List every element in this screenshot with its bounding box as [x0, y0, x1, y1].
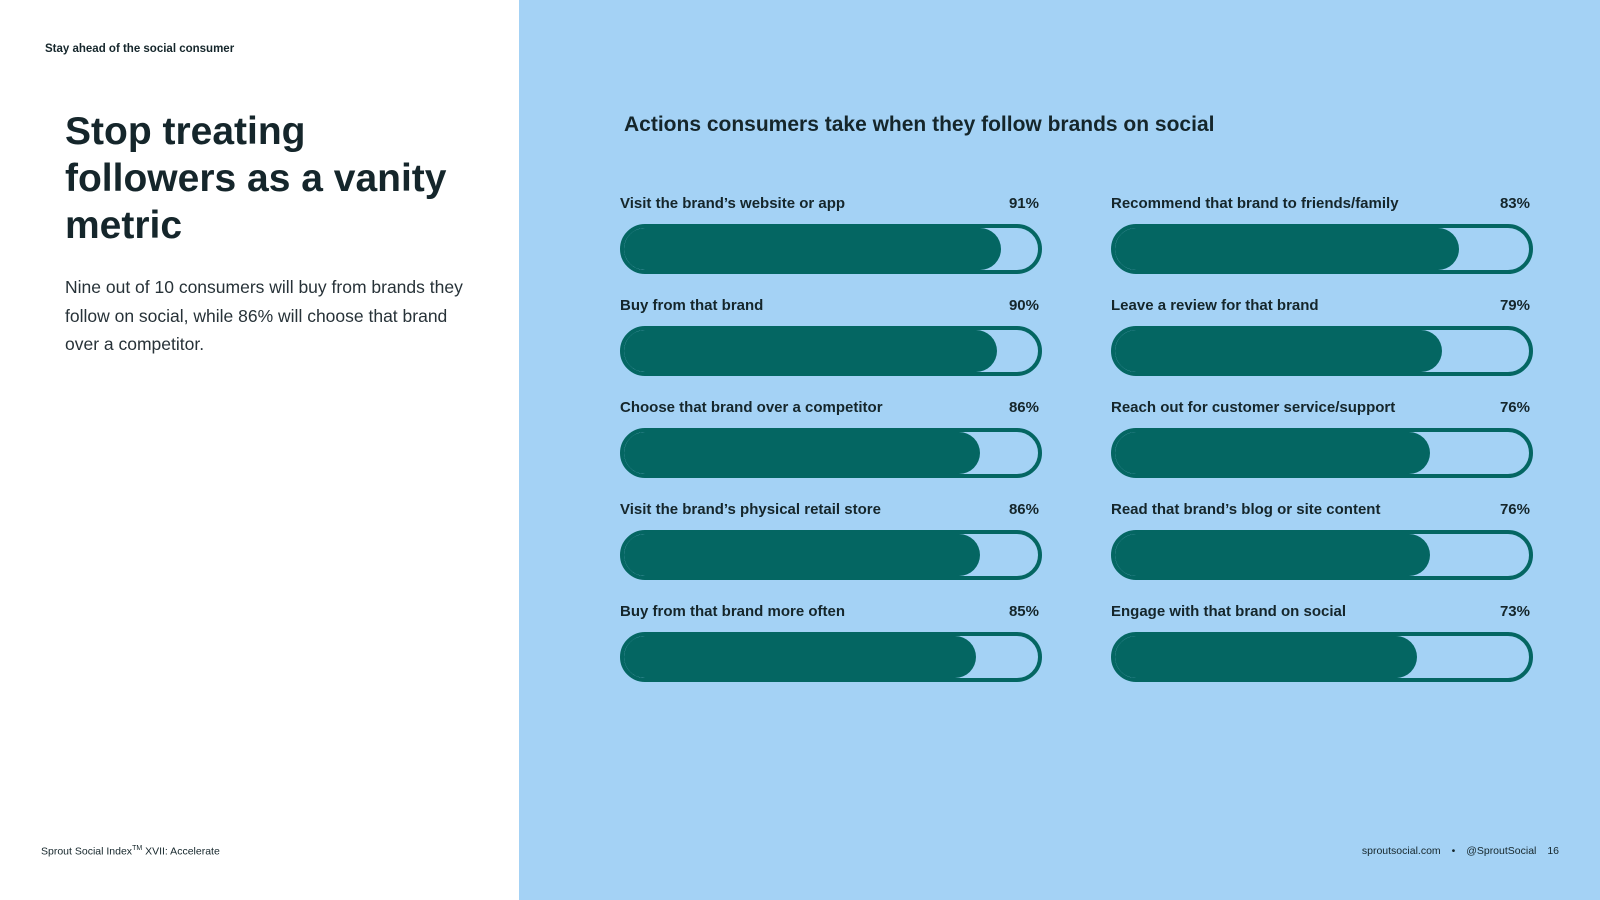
- bar-label: Visit the brand’s physical retail store: [620, 501, 881, 518]
- bar-value-label: 86%: [1008, 501, 1039, 518]
- bar-track: [620, 530, 1042, 580]
- left-panel: [0, 0, 519, 900]
- bar-item: [620, 297, 1042, 379]
- bar-label: Engage with that brand on social: [1111, 603, 1347, 620]
- bar-track: [620, 326, 1042, 376]
- bar-item: [620, 501, 1042, 583]
- bar-label: Choose that brand over a competitor: [620, 399, 883, 416]
- bar-track: [620, 224, 1042, 274]
- page-headline: Stop treating followers as a vanity metric: [65, 110, 447, 247]
- footer-separator: •: [1451, 845, 1456, 857]
- page-number: 16: [1547, 845, 1559, 857]
- bar-fill: [624, 636, 976, 678]
- bar-track: [1111, 224, 1533, 274]
- bar-item: [1111, 603, 1533, 685]
- bar-fill: [1115, 534, 1430, 576]
- bar-value-label: 83%: [1499, 195, 1530, 212]
- body-paragraph: Nine out of 10 consumers will buy from brands they follow on social, while 86% will choose that brand over a competitor.: [65, 277, 463, 354]
- bar-item: [620, 195, 1042, 277]
- trademark-mark: TM: [132, 845, 143, 852]
- bar-label: Read that brand’s blog or site content: [1111, 501, 1381, 518]
- bar-item: [1111, 195, 1533, 277]
- bar-value-label: 85%: [1008, 603, 1039, 620]
- site-link[interactable]: sproutsocial.com: [1361, 845, 1441, 857]
- bar-track: [1111, 530, 1533, 580]
- report-footer: [41, 845, 220, 858]
- bar-value-label: 76%: [1499, 399, 1530, 416]
- bar-label: Buy from that brand more often: [620, 603, 846, 620]
- report-name: Sprout Social Index: [41, 845, 133, 858]
- social-handle[interactable]: @SproutSocial: [1466, 845, 1537, 857]
- bar-fill: [624, 534, 980, 576]
- bar-value-label: 73%: [1499, 603, 1530, 620]
- bar-value-label: 91%: [1008, 195, 1039, 212]
- bar-fill: [624, 432, 980, 474]
- bar-item: [620, 399, 1042, 481]
- bar-value-label: 79%: [1499, 297, 1530, 314]
- bar-label: Visit the brand’s website or app: [620, 195, 846, 212]
- bar-track: [1111, 632, 1533, 682]
- bar-track: [1111, 428, 1533, 478]
- bar-value-label: 76%: [1499, 501, 1530, 518]
- bar-label: Leave a review for that brand: [1111, 297, 1319, 314]
- bar-fill: [1115, 330, 1442, 372]
- bar-item: [620, 603, 1042, 685]
- bar-item: [1111, 297, 1533, 379]
- bar-label: Reach out for customer service/support: [1111, 399, 1396, 416]
- bar-fill: [624, 330, 997, 372]
- bar-track: [1111, 326, 1533, 376]
- bar-label: Recommend that brand to friends/family: [1111, 195, 1399, 212]
- site-footer: [1354, 845, 1559, 857]
- bar-fill: [1115, 432, 1430, 474]
- bar-item: [1111, 501, 1533, 583]
- bar-track: [620, 632, 1042, 682]
- bar-value-label: 90%: [1008, 297, 1039, 314]
- bar-track: [620, 428, 1042, 478]
- bar-fill: [624, 228, 1001, 270]
- report-suffix: XVII: Accelerate: [142, 845, 220, 858]
- section-eyebrow: Stay ahead of the social consumer: [45, 43, 235, 55]
- bar-item: [1111, 399, 1533, 481]
- chart-title: Actions consumers take when they follow brands on social: [624, 113, 1215, 136]
- bar-label: Buy from that brand: [620, 297, 764, 314]
- bar-fill: [1115, 228, 1459, 270]
- bar-fill: [1115, 636, 1417, 678]
- bar-value-label: 86%: [1008, 399, 1039, 416]
